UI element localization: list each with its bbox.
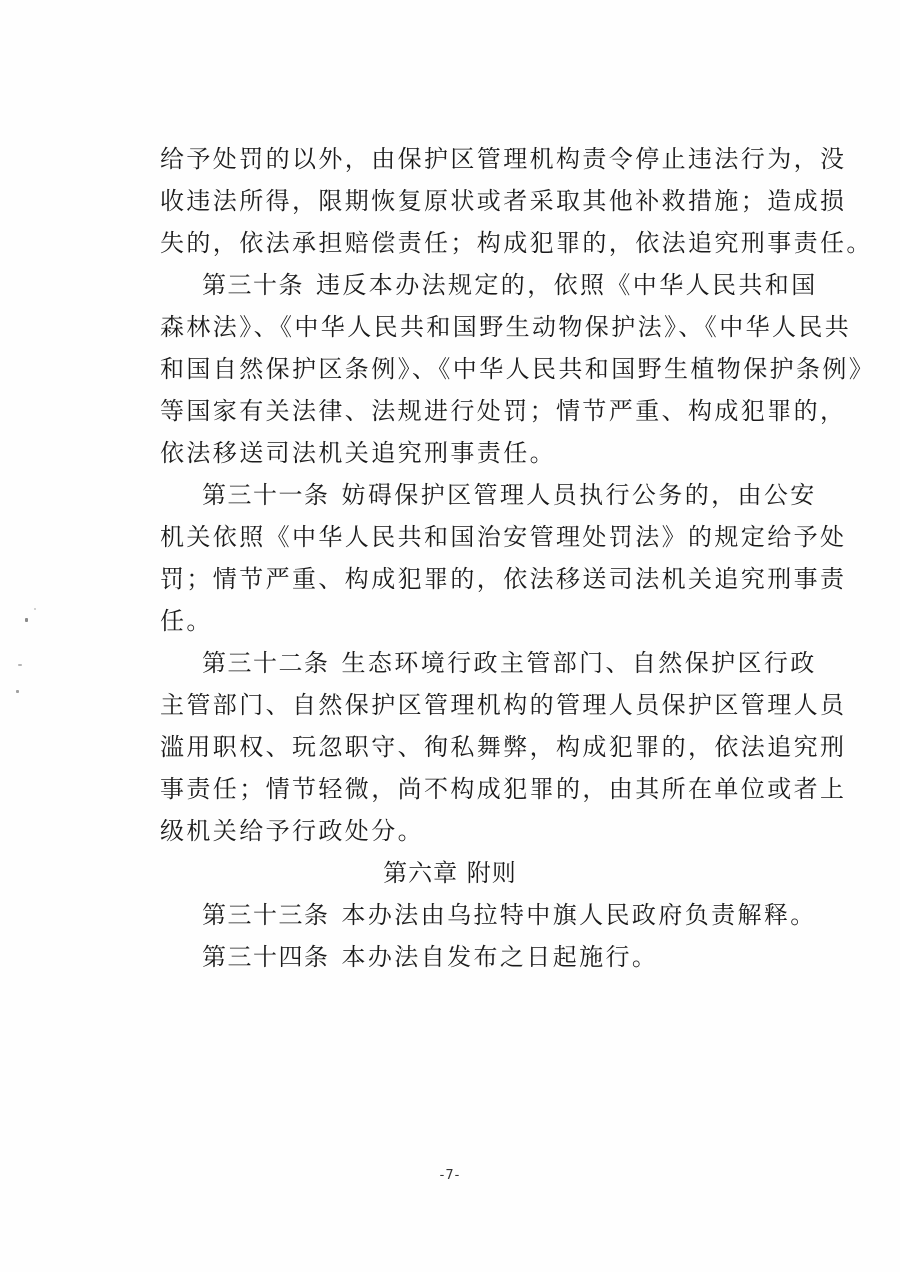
- scan-speck: [16, 690, 19, 693]
- article-label: 第三十条: [202, 271, 304, 299]
- chapter-title: 第六章 附则: [383, 859, 517, 887]
- article-34-line: [202, 940, 762, 974]
- scan-speck: [34, 608, 36, 610]
- article-30-first-line: [202, 268, 818, 302]
- text-line: 机关依照《中华人民共和国治安管理处罚法》的规定给予处: [160, 523, 847, 551]
- article-label: 第三十二条: [202, 649, 330, 677]
- page-number: -7-: [439, 1168, 461, 1183]
- article-text: 生态环境行政主管部门、自然保护区行政: [341, 649, 817, 677]
- scan-speck: [25, 618, 28, 622]
- article-label: 第三十三条: [202, 901, 330, 929]
- article-label: 第三十四条: [202, 943, 330, 971]
- text-line: 主管部门、自然保护区管理机构的管理人员保护区管理人员: [160, 691, 847, 719]
- article-label: 第三十一条: [202, 481, 330, 509]
- text-line: 给予处罚的以外，由保护区管理机构责令停止违法行为，没: [160, 145, 847, 173]
- text-line: 森林法》、《中华人民共和国野生动物保护法》、《中华人民共: [160, 313, 852, 341]
- text-line: 依法移送司法机关追究刑事责任。: [160, 439, 556, 467]
- text-line: 滥用职权、玩忽职守、徇私舞弊，构成犯罪的，依法追究刑: [160, 733, 847, 761]
- text-line: 和国自然保护区条例》、《中华人民共和国野生植物保护条例》: [160, 355, 876, 383]
- article-text: 妨碍保护区管理人员执行公务的，由公安: [341, 481, 817, 509]
- article-32-first-line: [202, 646, 817, 680]
- text-line: 收违法所得，限期恢复原状或者采取其他补救措施；造成损: [160, 187, 847, 215]
- article-text: 违反本办法规定的，依照《中华人民共和国: [316, 271, 818, 299]
- text-line: 级机关给予行政处分。: [160, 817, 424, 845]
- text-line: 罚；情节严重、构成犯罪的，依法移送司法机关追究刑事责: [160, 565, 847, 593]
- text-line: 任。: [160, 607, 213, 635]
- article-33-line: [202, 898, 817, 932]
- article-text: 本办法自发布之日起施行。: [341, 943, 659, 971]
- article-text: 本办法由乌拉特中旗人民政府负责解释。: [341, 901, 817, 929]
- text-line: 失的，依法承担赔偿责任；构成犯罪的，依法追究刑事责任。: [160, 229, 873, 257]
- text-line: 事责任；情节轻微，尚不构成犯罪的，由其所在单位或者上: [160, 775, 847, 803]
- scan-speck: [18, 664, 22, 666]
- text-line: 等国家有关法律、法规进行处罚；情节严重、构成犯罪的，: [160, 397, 847, 425]
- article-31-first-line: [202, 478, 817, 512]
